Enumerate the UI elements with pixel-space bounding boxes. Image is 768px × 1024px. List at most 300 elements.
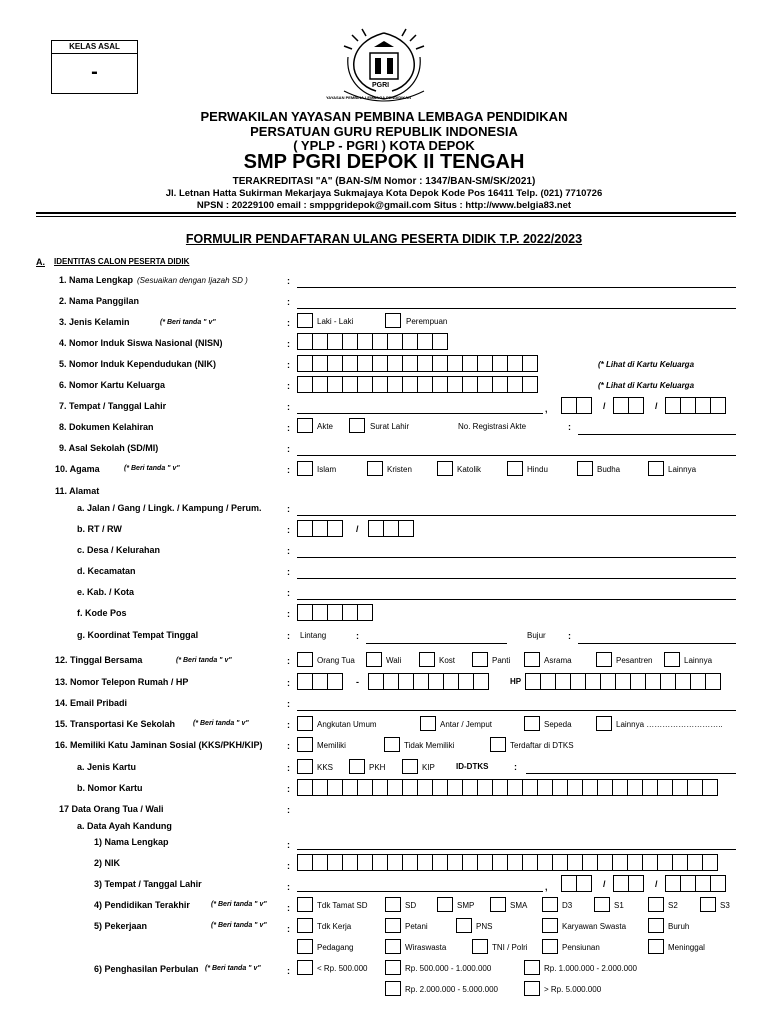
checkbox-tdk-tamat-sd[interactable] [297, 897, 313, 912]
digit-cell[interactable] [570, 673, 586, 690]
digit-cell[interactable] [555, 673, 571, 690]
field-colon: : [287, 699, 290, 709]
digit-cell[interactable] [615, 673, 631, 690]
checkbox-buruh[interactable] [648, 918, 664, 933]
digit-cell[interactable] [477, 854, 493, 871]
checkbox-2jt-5jt[interactable] [385, 981, 401, 996]
kelas-asal-label: KELAS ASAL [52, 41, 137, 54]
digit-cell[interactable] [507, 376, 523, 393]
checkbox-sma[interactable] [490, 897, 506, 912]
digit-cell[interactable] [597, 779, 613, 796]
checkbox-memiliki[interactable] [297, 737, 313, 752]
digit-cell[interactable] [297, 520, 313, 537]
field-colon: : [287, 318, 290, 328]
digit-cell[interactable] [357, 333, 373, 350]
section-a-letter: A. [36, 257, 45, 267]
digit-cell[interactable] [312, 779, 328, 796]
checkbox-tdk-kerja[interactable] [297, 918, 313, 933]
option-perempuan: Perempuan [406, 317, 448, 326]
digit-cell[interactable] [327, 673, 343, 690]
digit-cell[interactable] [507, 854, 523, 871]
field-17a3-label: 3) Tempat / Tanggal Lahir [94, 879, 202, 889]
checkbox-katolik[interactable] [437, 461, 453, 476]
tgl-lahir-month[interactable] [613, 397, 643, 414]
field-16b-label: b. Nomor Kartu [77, 783, 143, 793]
ayah-ttl-slash-2: / [655, 879, 658, 889]
digit-cell[interactable] [432, 355, 448, 372]
digit-cell[interactable] [357, 376, 373, 393]
bujur-input[interactable] [578, 643, 736, 644]
checkbox-smp[interactable] [437, 897, 453, 912]
ayah-tgl-year[interactable] [665, 875, 725, 892]
digit-cell[interactable] [387, 376, 403, 393]
digit-cell[interactable] [561, 397, 577, 414]
checkbox-tidak-memiliki[interactable] [384, 737, 400, 752]
digit-cell[interactable] [428, 673, 444, 690]
digit-cell[interactable] [342, 779, 358, 796]
digit-cell[interactable] [312, 854, 328, 871]
digit-cell[interactable] [522, 355, 538, 372]
digit-cell[interactable] [657, 779, 673, 796]
digit-cell[interactable] [312, 604, 328, 621]
hp-cells[interactable] [525, 673, 720, 690]
checkbox-wali[interactable] [366, 652, 382, 667]
option-tidak-memiliki: Tidak Memiliki [404, 741, 455, 750]
digit-cell[interactable] [357, 779, 373, 796]
checkbox-pns[interactable] [456, 918, 472, 933]
checkbox-s2[interactable] [648, 897, 664, 912]
digit-cell[interactable] [413, 673, 429, 690]
checkbox-kristen[interactable] [367, 461, 383, 476]
digit-cell[interactable] [585, 673, 601, 690]
field-colon: : [287, 924, 290, 934]
checkbox-meninggal[interactable] [648, 939, 664, 954]
ttl-slash-1: / [603, 401, 606, 411]
digit-cell[interactable] [383, 520, 399, 537]
ayah-ttl-slash-1: / [603, 879, 606, 889]
digit-cell[interactable] [368, 673, 384, 690]
ayah-ttl-comma: , [545, 882, 548, 892]
digit-cell[interactable] [312, 355, 328, 372]
checkbox-surat-lahir[interactable] [349, 418, 365, 433]
lintang-colon: : [356, 631, 359, 641]
checkbox-lainnya-agama[interactable] [648, 461, 664, 476]
digit-cell[interactable] [417, 854, 433, 871]
digit-cell[interactable] [327, 604, 343, 621]
digit-cell[interactable] [492, 779, 508, 796]
field-colon: : [287, 465, 290, 475]
digit-cell[interactable] [387, 854, 403, 871]
field-15-note: (* Beri tanda " v" [193, 720, 249, 727]
digit-cell[interactable] [537, 779, 553, 796]
digit-cell[interactable] [537, 854, 553, 871]
digit-cell[interactable] [695, 875, 711, 892]
option-s1: S1 [614, 901, 624, 910]
digit-cell[interactable] [582, 854, 598, 871]
digit-cell[interactable] [402, 355, 418, 372]
digit-cell[interactable] [447, 779, 463, 796]
option-lebih-5jt: > Rp. 5.000.000 [544, 985, 602, 994]
digit-cell[interactable] [612, 854, 628, 871]
digit-cell[interactable] [525, 673, 541, 690]
field-colon: : [287, 381, 290, 391]
digit-cell[interactable] [372, 333, 388, 350]
option-kip: KIP [422, 763, 435, 772]
digit-cell[interactable] [417, 779, 433, 796]
telepon-area-cells[interactable] [297, 673, 342, 690]
digit-cell[interactable] [675, 673, 691, 690]
option-terdaftar-dtks: Terdaftar di DTKS [510, 741, 574, 750]
checkbox-hindu[interactable] [507, 461, 523, 476]
option-katolik: Katolik [457, 465, 482, 474]
digit-cell[interactable] [387, 355, 403, 372]
checkbox-sd[interactable] [385, 897, 401, 912]
digit-cell[interactable] [576, 397, 592, 414]
digit-cell[interactable] [387, 779, 403, 796]
digit-cell[interactable] [297, 333, 313, 350]
address: Jl. Letnan Hatta Sukirman Mekarjaya Sukmajaya Kota Depok Kode Pos 16411 Telp. (021) 7710726 [165, 188, 603, 199]
checkbox-1jt-2jt[interactable] [524, 960, 540, 975]
digit-cell[interactable] [327, 779, 343, 796]
option-kost: Kost [439, 656, 456, 665]
digit-cell[interactable] [447, 376, 463, 393]
field-13-label: 13. Nomor Telepon Rumah / HP [55, 677, 189, 687]
digit-cell[interactable] [522, 854, 538, 871]
digit-cell[interactable] [312, 333, 328, 350]
checkbox-laki-laki[interactable] [297, 313, 313, 328]
digit-cell[interactable] [665, 397, 681, 414]
digit-cell[interactable] [312, 376, 328, 393]
digit-cell[interactable] [342, 355, 358, 372]
digit-cell[interactable] [327, 520, 343, 537]
digit-cell[interactable] [576, 875, 592, 892]
ttl-comma: , [545, 404, 548, 414]
digit-cell[interactable] [627, 779, 643, 796]
checkbox-d3[interactable] [542, 897, 558, 912]
digit-cell[interactable] [672, 779, 688, 796]
field-colon: : [287, 297, 290, 307]
field-colon: : [287, 720, 290, 730]
digit-cell[interactable] [342, 333, 358, 350]
tgl-lahir-day[interactable] [561, 397, 591, 414]
digit-cell[interactable] [417, 333, 433, 350]
checkbox-tni-polri[interactable] [472, 939, 488, 954]
lintang-input[interactable] [366, 643, 507, 644]
ayah-nama-input[interactable] [297, 849, 736, 850]
digit-cell[interactable] [297, 355, 313, 372]
digit-cell[interactable] [342, 376, 358, 393]
checkbox-pedagang[interactable] [297, 939, 313, 954]
checkbox-s1[interactable] [594, 897, 610, 912]
digit-cell[interactable] [507, 779, 523, 796]
id-dtks-input[interactable] [526, 773, 736, 774]
kode-pos-cells[interactable] [297, 604, 372, 621]
digit-cell[interactable] [473, 673, 489, 690]
checkbox-kost[interactable] [419, 652, 435, 667]
digit-cell[interactable] [597, 854, 613, 871]
option-petani: Petani [405, 922, 428, 931]
digit-cell[interactable] [522, 779, 538, 796]
email-input[interactable] [297, 710, 736, 711]
ayah-tempat-lahir-input[interactable] [297, 891, 543, 892]
digit-cell[interactable] [642, 779, 658, 796]
nisn-cells[interactable] [297, 333, 447, 350]
digit-cell[interactable] [612, 779, 628, 796]
digit-cell[interactable] [297, 854, 313, 871]
digit-cell[interactable] [357, 604, 373, 621]
digit-cell[interactable] [710, 397, 726, 414]
telepon-number-cells[interactable] [368, 673, 488, 690]
digit-cell[interactable] [357, 854, 373, 871]
digit-cell[interactable] [710, 875, 726, 892]
digit-cell[interactable] [507, 355, 523, 372]
ayah-nik-cells[interactable] [297, 854, 717, 871]
digit-cell[interactable] [383, 673, 399, 690]
digit-cell[interactable] [372, 355, 388, 372]
digit-cell[interactable] [702, 779, 718, 796]
digit-cell[interactable] [628, 875, 644, 892]
rw-cells[interactable] [368, 520, 413, 537]
checkbox-kip[interactable] [402, 759, 418, 774]
kota-input[interactable] [297, 599, 736, 600]
digit-cell[interactable] [628, 397, 644, 414]
digit-cell[interactable] [447, 355, 463, 372]
field-colon: : [287, 966, 290, 976]
field-17a-label: a. Data Ayah Kandung [77, 821, 172, 831]
digit-cell[interactable] [567, 779, 583, 796]
digit-cell[interactable] [327, 376, 343, 393]
nik-cells[interactable] [297, 355, 537, 372]
checkbox-lainnya-tinggal[interactable] [664, 652, 680, 667]
digit-cell[interactable] [477, 355, 493, 372]
jalan-input[interactable] [297, 515, 736, 516]
digit-cell[interactable] [458, 673, 474, 690]
desa-input[interactable] [297, 557, 736, 558]
digit-cell[interactable] [342, 604, 358, 621]
digit-cell[interactable] [432, 854, 448, 871]
section-a-title: IDENTITAS CALON PESERTA DIDIK [54, 257, 190, 266]
checkbox-s3[interactable] [700, 897, 716, 912]
digit-cell[interactable] [522, 376, 538, 393]
digit-cell[interactable] [552, 779, 568, 796]
nama-panggilan-input[interactable] [297, 308, 736, 309]
field-3-note: (* Beri tanda " v" [160, 319, 216, 326]
digit-cell[interactable] [540, 673, 556, 690]
digit-cell[interactable] [398, 520, 414, 537]
digit-cell[interactable] [432, 376, 448, 393]
checkbox-petani[interactable] [385, 918, 401, 933]
digit-cell[interactable] [672, 854, 688, 871]
digit-cell[interactable] [372, 779, 388, 796]
kelas-asal-value[interactable]: - [91, 61, 98, 83]
digit-cell[interactable] [690, 673, 706, 690]
logo-ring-text: YAYASAN PEMBINA LEMBAGA PENDIDIKAN [326, 95, 412, 100]
asal-sekolah-input[interactable] [297, 455, 736, 456]
digit-cell[interactable] [417, 376, 433, 393]
digit-cell[interactable] [462, 779, 478, 796]
checkbox-wiraswasta[interactable] [385, 939, 401, 954]
digit-cell[interactable] [702, 854, 718, 871]
digit-cell[interactable] [447, 854, 463, 871]
digit-cell[interactable] [432, 333, 448, 350]
digit-cell[interactable] [387, 333, 403, 350]
field-colon: : [287, 741, 290, 751]
digit-cell[interactable] [680, 397, 696, 414]
digit-cell[interactable] [402, 333, 418, 350]
field-colon: : [287, 444, 290, 454]
digit-cell[interactable] [327, 333, 343, 350]
field-1-label: 1. Nama Lengkap [59, 275, 134, 285]
field-10-label: 10. Agama [55, 464, 100, 474]
digit-cell[interactable] [687, 779, 703, 796]
tempat-lahir-input[interactable] [297, 413, 543, 414]
telepon-dash: - [356, 677, 359, 687]
checkbox-karyawan-swasta[interactable] [542, 918, 558, 933]
digit-cell[interactable] [627, 854, 643, 871]
digit-cell[interactable] [402, 779, 418, 796]
digit-cell[interactable] [492, 355, 508, 372]
kecamatan-input[interactable] [297, 578, 736, 579]
digit-cell[interactable] [312, 673, 328, 690]
option-kristen: Kristen [387, 465, 412, 474]
digit-cell[interactable] [297, 779, 313, 796]
checkbox-islam[interactable] [297, 461, 313, 476]
checkbox-panti[interactable] [472, 652, 488, 667]
digit-cell[interactable] [687, 854, 703, 871]
checkbox-lainnya-transport[interactable] [596, 716, 612, 731]
digit-cell[interactable] [567, 854, 583, 871]
field-17-label: 17 Data Orang Tua / Wali [59, 804, 164, 814]
option-lainnya-tinggal: Lainnya [684, 656, 713, 665]
digit-cell[interactable] [417, 355, 433, 372]
option-pensiunan: Pensiunan [562, 943, 600, 952]
field-12-label: 12. Tinggal Bersama [55, 655, 143, 665]
digit-cell[interactable] [462, 355, 478, 372]
kk-cells[interactable] [297, 376, 537, 393]
digit-cell[interactable] [402, 854, 418, 871]
field-16-label: 16. Memiliki Katu Jaminan Sosial (KKS/PKH/KIP) [55, 740, 263, 750]
field-5-note: (* Lihat di Kartu Keluarga [598, 360, 695, 369]
option-islam: Islam [317, 465, 337, 474]
nama-lengkap-input[interactable] [297, 287, 736, 288]
no-registrasi-akte-input[interactable] [578, 434, 736, 435]
field-17a4-label: 4) Pendidikan Terakhir [94, 900, 190, 910]
option-sepeda: Sepeda [544, 720, 572, 729]
digit-cell[interactable] [462, 854, 478, 871]
digit-cell[interactable] [695, 397, 711, 414]
digit-cell[interactable] [613, 397, 629, 414]
option-buruh: Buruh [668, 922, 690, 931]
digit-cell[interactable] [492, 854, 508, 871]
digit-cell[interactable] [297, 604, 313, 621]
digit-cell[interactable] [402, 376, 418, 393]
digit-cell[interactable] [462, 376, 478, 393]
digit-cell[interactable] [582, 779, 598, 796]
header-line1: PERWAKILAN YAYASAN PEMBINA LEMBAGA PENDIDIKAN [200, 109, 568, 124]
kelas-asal-box [51, 40, 138, 94]
digit-cell[interactable] [372, 376, 388, 393]
digit-cell[interactable] [657, 854, 673, 871]
option-hindu: Hindu [527, 465, 548, 474]
nomor-kartu-cells[interactable] [297, 779, 717, 796]
checkbox-sepeda[interactable] [524, 716, 540, 731]
pgri-logo [318, 27, 450, 107]
digit-cell[interactable] [312, 520, 328, 537]
digit-cell[interactable] [665, 875, 681, 892]
header-line3: ( YPLP - PGRI ) KOTA DEPOK [293, 138, 475, 153]
checkbox-terdaftar-dtks[interactable] [490, 737, 506, 752]
digit-cell[interactable] [432, 779, 448, 796]
field-colon: : [287, 546, 290, 556]
digit-cell[interactable] [642, 854, 658, 871]
digit-cell[interactable] [561, 875, 577, 892]
digit-cell[interactable] [327, 854, 343, 871]
ayah-tgl-month[interactable] [613, 875, 643, 892]
checkbox-antar-jemput[interactable] [420, 716, 436, 731]
field-colon: : [287, 631, 290, 641]
digit-cell[interactable] [660, 673, 676, 690]
digit-cell[interactable] [342, 854, 358, 871]
checkbox-pensiunan[interactable] [542, 939, 558, 954]
checkbox-budha[interactable] [577, 461, 593, 476]
digit-cell[interactable] [613, 875, 629, 892]
checkbox-perempuan[interactable] [385, 313, 401, 328]
rt-cells[interactable] [297, 520, 342, 537]
digit-cell[interactable] [600, 673, 616, 690]
field-colon: : [287, 903, 290, 913]
digit-cell[interactable] [297, 673, 313, 690]
ayah-tgl-day[interactable] [561, 875, 591, 892]
checkbox-orang-tua[interactable] [297, 652, 313, 667]
digit-cell[interactable] [398, 673, 414, 690]
tgl-lahir-year[interactable] [665, 397, 725, 414]
digit-cell[interactable] [443, 673, 459, 690]
checkbox-500rb-1jt[interactable] [385, 960, 401, 975]
digit-cell[interactable] [680, 875, 696, 892]
option-asrama: Asrama [544, 656, 572, 665]
digit-cell[interactable] [705, 673, 721, 690]
digit-cell[interactable] [372, 854, 388, 871]
checkbox-pesantren[interactable] [596, 652, 612, 667]
field-17a4-note: (* Beri tanda " v" [211, 901, 267, 908]
checkbox-akte[interactable] [297, 418, 313, 433]
digit-cell[interactable] [477, 376, 493, 393]
header-rule-thin [36, 216, 736, 217]
digit-cell[interactable] [297, 376, 313, 393]
digit-cell[interactable] [327, 355, 343, 372]
checkbox-kurang-500rb[interactable] [297, 960, 313, 975]
header-line2: PERSATUAN GURU REPUBLIK INDONESIA [250, 124, 518, 139]
field-1-hint: (Sesuaikan dengan Ijazah SD ) [137, 276, 248, 285]
checkbox-kks[interactable] [297, 759, 313, 774]
digit-cell[interactable] [552, 854, 568, 871]
checkbox-lebih-5jt[interactable] [524, 981, 540, 996]
rtrw-slash: / [356, 524, 359, 534]
checkbox-asrama[interactable] [524, 652, 540, 667]
accreditation: TERAKREDITASI "A" (BAN-S/M Nomor : 1347/BAN-SM/SK/2021) [232, 176, 536, 187]
digit-cell[interactable] [645, 673, 661, 690]
checkbox-angkutan-umum[interactable] [297, 716, 313, 731]
digit-cell[interactable] [630, 673, 646, 690]
digit-cell[interactable] [492, 376, 508, 393]
digit-cell[interactable] [357, 355, 373, 372]
option-lainnya-agama: Lainnya [668, 465, 697, 474]
digit-cell[interactable] [477, 779, 493, 796]
digit-cell[interactable] [368, 520, 384, 537]
field-6-label: 6. Nomor Kartu Keluarga [59, 380, 166, 390]
checkbox-pkh[interactable] [349, 759, 365, 774]
option-500rb-1jt: Rp. 500.000 - 1.000.000 [405, 964, 492, 973]
